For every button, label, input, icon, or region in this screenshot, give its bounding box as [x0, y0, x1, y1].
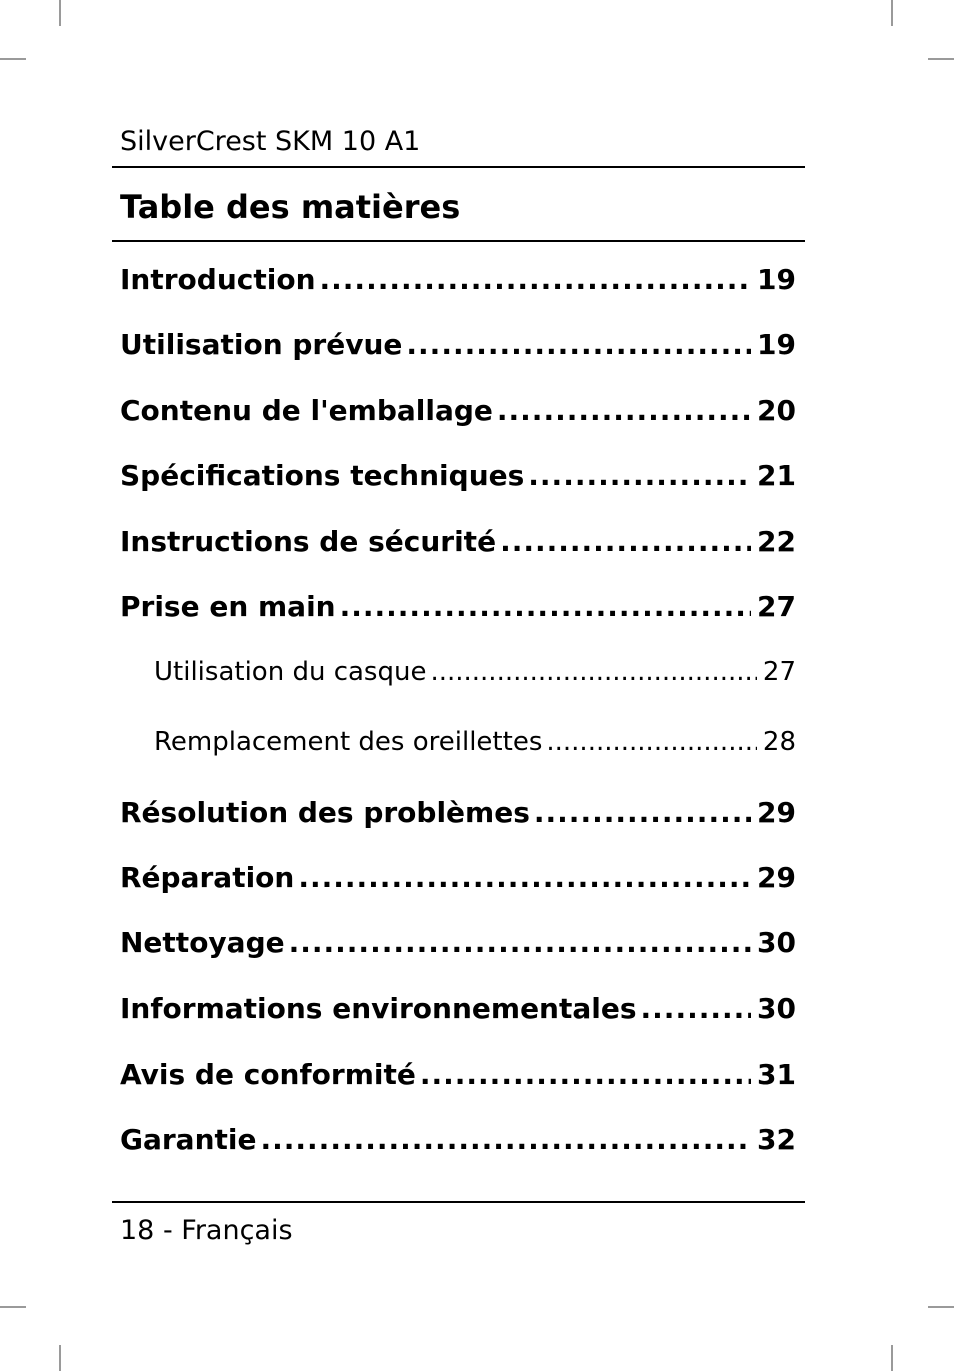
crop-mark-bottom-right-horizontal: [928, 1306, 954, 1308]
toc-dot-leader: [320, 262, 752, 298]
toc-entry-page: 28: [762, 727, 796, 757]
toc-dot-leader: [534, 795, 751, 831]
page-footer-number: 18 - Français: [120, 1215, 293, 1246]
toc-entry-label: Garantie: [120, 1123, 257, 1156]
toc-entry-label: Prise en main: [120, 590, 336, 623]
toc-entry-page: 32: [757, 1123, 796, 1156]
toc-entry-instructions-securite[interactable]: [120, 524, 796, 560]
toc-entry-label: Réparation: [120, 861, 295, 894]
toc-dot-leader: [298, 860, 751, 896]
toc-entry-page: 21: [757, 459, 796, 492]
crop-mark-bottom-left-horizontal: [0, 1306, 26, 1308]
crop-mark-top-left-horizontal: [0, 58, 26, 60]
toc-entry-label: Résolution des problèmes: [120, 796, 530, 829]
header-rule: [112, 166, 805, 168]
toc-entry-label: Utilisation du casque: [154, 657, 427, 687]
toc-entry-page: 27: [762, 657, 796, 687]
toc-entry-label: Spécifications techniques: [120, 459, 525, 492]
footer-rule: [112, 1201, 805, 1203]
toc-entry-garantie[interactable]: [120, 1122, 796, 1158]
toc-entry-prise-en-main[interactable]: [120, 589, 796, 625]
toc-dot-leader: [289, 925, 751, 961]
toc-entry-page: 30: [757, 926, 796, 959]
toc-dot-leader: [528, 458, 751, 494]
toc-dot-leader: [430, 655, 756, 689]
toc-entry-reparation[interactable]: [120, 860, 796, 896]
toc-dot-leader: [641, 991, 752, 1027]
page-title: Table des matières: [120, 188, 461, 226]
toc-entry-avis-conformite[interactable]: [120, 1057, 796, 1093]
toc-entry-label: Remplacement des oreillettes: [154, 727, 543, 757]
toc-dot-leader: [500, 524, 751, 560]
toc-dot-leader: [546, 725, 757, 759]
toc-entry-contenu-emballage[interactable]: [120, 393, 796, 429]
toc-entry-label: Contenu de l'emballage: [120, 394, 493, 427]
toc-entry-nettoyage[interactable]: [120, 925, 796, 961]
toc-entry-label: Utilisation prévue: [120, 328, 403, 361]
toc-entry-page: 20: [757, 394, 796, 427]
crop-mark-bottom-right-vertical: [891, 1345, 893, 1371]
toc-entry-resolution-problemes[interactable]: [120, 795, 796, 831]
toc-entry-specifications-techniques[interactable]: [120, 458, 796, 494]
crop-mark-top-right-horizontal: [928, 58, 954, 60]
toc-entry-page: 29: [757, 796, 796, 829]
toc-entry-utilisation-prevue[interactable]: [120, 327, 796, 363]
toc-dot-leader: [420, 1057, 751, 1093]
toc-entry-page: 31: [757, 1058, 796, 1091]
crop-mark-top-left-vertical: [59, 0, 61, 26]
toc-entry-introduction[interactable]: [120, 262, 796, 298]
toc-subentry-utilisation-casque[interactable]: [154, 655, 796, 689]
toc-entry-page: 29: [757, 861, 796, 894]
crop-mark-bottom-left-vertical: [59, 1345, 61, 1371]
toc-entry-page: 19: [757, 263, 796, 296]
toc-dot-leader: [261, 1122, 752, 1158]
toc-entry-label: Nettoyage: [120, 926, 285, 959]
crop-mark-top-right-vertical: [891, 0, 893, 26]
toc-entry-label: Introduction: [120, 263, 316, 296]
toc-entry-informations-environnementales[interactable]: [120, 991, 796, 1027]
toc-dot-leader: [406, 327, 751, 363]
toc-entry-page: 19: [757, 328, 796, 361]
title-rule: [112, 240, 805, 242]
toc-subentry-remplacement-oreillettes[interactable]: [154, 725, 796, 759]
toc-dot-leader: [340, 589, 751, 625]
toc-dot-leader: [497, 393, 751, 429]
toc-entry-page: 30: [757, 992, 796, 1025]
toc-entry-page: 22: [757, 525, 796, 558]
page-header-product: SilverCrest SKM 10 A1: [120, 126, 421, 157]
toc-entry-label: Instructions de sécurité: [120, 525, 497, 558]
toc-entry-page: 27: [757, 590, 796, 623]
toc-entry-label: Informations environnementales: [120, 992, 637, 1025]
toc-entry-label: Avis de conformité: [120, 1058, 416, 1091]
